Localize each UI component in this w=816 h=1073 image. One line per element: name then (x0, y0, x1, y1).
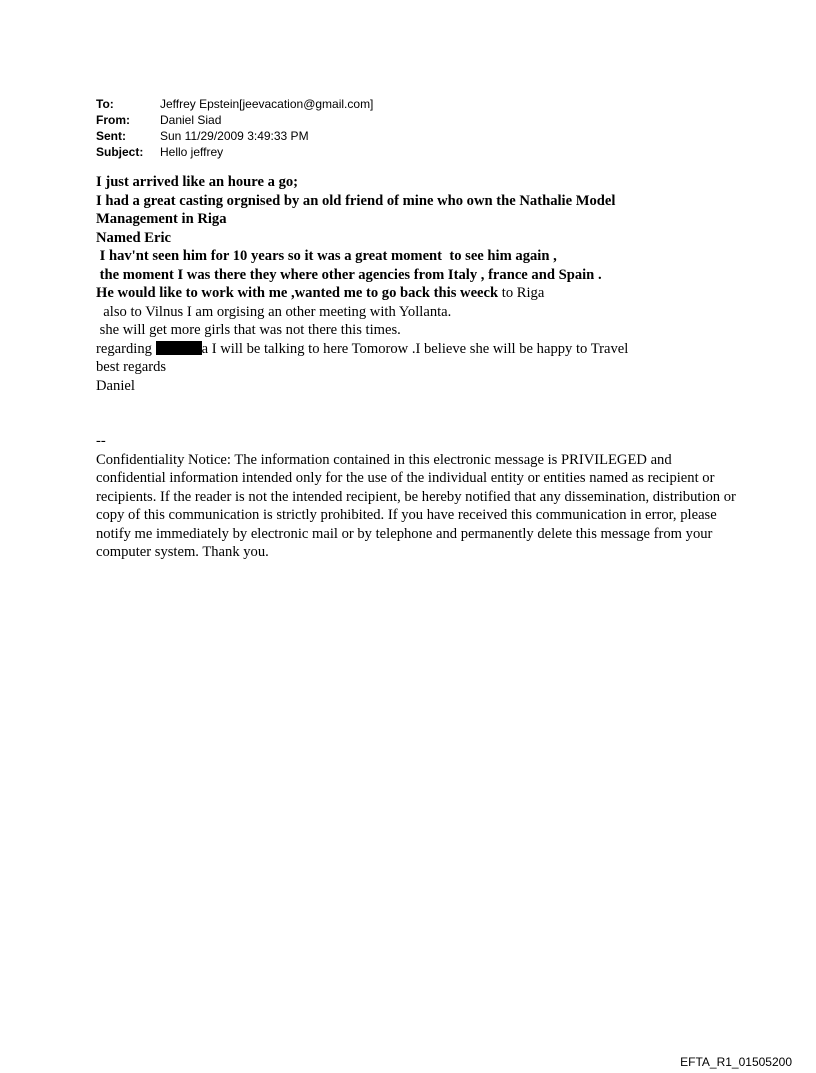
body-line-5: I hav'nt seen him for 10 years so it was a great moment to see him again , (96, 248, 557, 264)
subject-value: Hello jeffrey (160, 145, 224, 159)
email-body (96, 173, 736, 395)
body-line-10-end: a I will be talking to here Tomorow .I believe she will be happy to Travel (201, 340, 629, 357)
confidentiality-notice (96, 432, 736, 562)
body-line-10-start: regarding (96, 340, 156, 357)
body-line-7-bold: He would like to work with me ,wanted me to go back this weeck (96, 285, 499, 301)
notice-text: Confidentiality Notice: The information contained in this electronic message is PRIVILEGED and confidential information intended only for the use of the individual entity or entities named as recipient or recipients. If the reader is not the intended recipient, be hereby notified that any dissemination, distribution or copy of this communication is strictly prohibited. If you have received this communication in error, please notify me immediately by electronic mail or by telephone and permanently delete this message from your computer system. Thank you. (96, 451, 736, 560)
to-value: Jeffrey Epstein[jeevacation@gmail.com] (160, 97, 374, 111)
from-value: Daniel Siad (160, 113, 222, 127)
to-label: To: (96, 97, 114, 111)
header-from-row (96, 112, 373, 128)
email-header (96, 96, 373, 160)
from-label: From: (96, 113, 130, 127)
body-line-6: the moment I was there they where other agencies from Italy , france and Spain . (96, 266, 602, 283)
subject-label: Subject: (96, 145, 144, 159)
redaction-box (156, 341, 202, 355)
body-line-7 (96, 284, 736, 303)
body-line-3: Management in Riga (96, 211, 227, 227)
body-line-4: Named Eric (96, 229, 171, 246)
body-line-1: I just arrived like an houre a go; (96, 174, 299, 190)
body-line-8: also to Vilnus I am orgising an other meeting with Yollanta. (96, 303, 452, 320)
header-sent-row (96, 128, 373, 144)
body-line-12: Daniel (96, 377, 135, 394)
body-line-7-rest: to Riga (498, 285, 545, 301)
document-id: EFTA_R1_01505200 (680, 1055, 792, 1069)
body-line-2: I had a great casting orgnised by an old friend of mine who own the Nathalie Model (96, 192, 616, 209)
body-line-10 (96, 340, 736, 359)
header-to-row (96, 96, 373, 112)
sent-value: Sun 11/29/2009 3:49:33 PM (160, 129, 309, 143)
notice-separator: -- (96, 433, 106, 449)
body-line-11: best regards (96, 359, 167, 375)
body-line-9: she will get more girls that was not there this times. (96, 322, 401, 338)
sent-label: Sent: (96, 129, 126, 143)
header-subject-row (96, 144, 373, 160)
